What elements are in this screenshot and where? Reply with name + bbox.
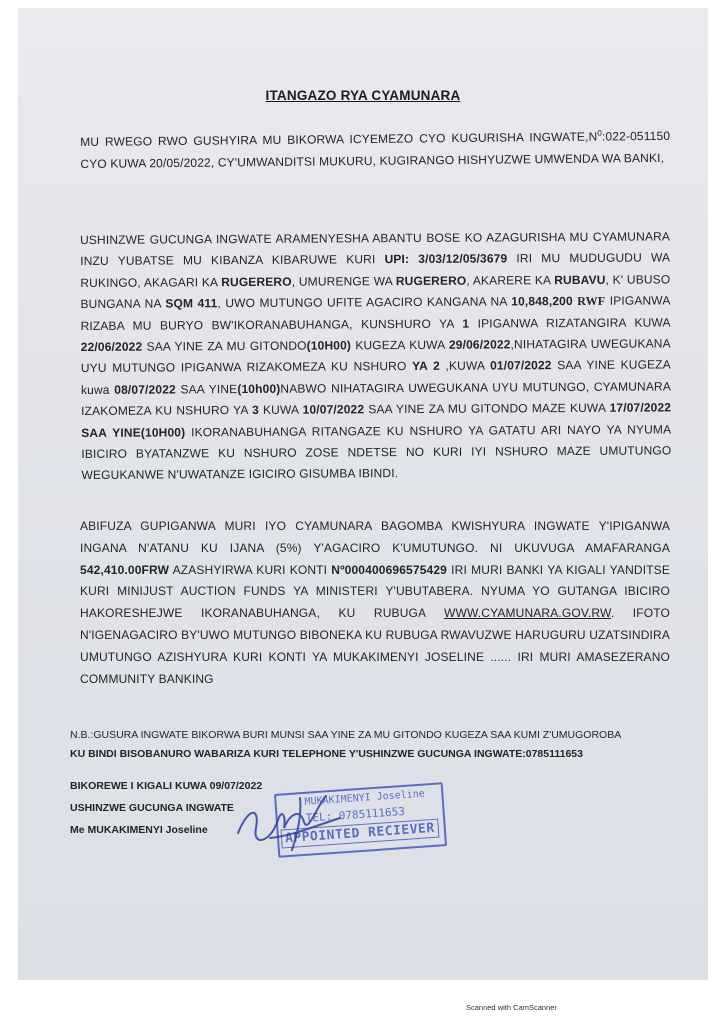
- contact-line: KU BINDI BISOBANURO WABARIZA KURI TELEPHONE Y'USHINZWE GUCUNGA INGWATE:0785111653: [70, 748, 583, 760]
- paragraph-intro: MU RWEGO RWO GUSHYIRA MU BIKORWA ICYEMEZO CYO KUGURISHA $INGWATE,N^0:022-051150$ CYO KUWA 20/05/2022, CY'UMWANDITSI MUKURU, KUGIRANGO HISHYUZWE UMWENDA WA BANKI,: [80, 128, 671, 171]
- paragraph-auction-details: USHINZWE GUCUNGA INGWATE ARAMENYESHA ABANTU BOSE KO AZAGURISHA MU CYAMUNARA INZU YUBATSE MU KIBANZA KIBARUWE KURI UPI: 3/03/12/05/3679 IRI MU MUDUGUDU WA RUKINGO, AKAGARI KA RUGERERO, UMURENGE WA RUGERERO, AKARERE KA RUBAVU, K' UBUSO BUNGANA NA SQM 411, UWO MUTUNGO UFITE AGACIRO KANGANA NA 10,848,200 RWF IPIGANWA RIZABA MU BURYO BW'IKORANABUHANGA, KUNSHURO YA 1 IPIGANWA RIZATANGIRA KUWA 22/06/2022 SAA YINE ZA MU GITONDO(10H00) KUGEZA KUWA 29/06/2022,NIHATAGIRA UWEGUKANA UYU MUTUNGO IPIGANWA RIZAKOMEZA KU NSHURO YA 2 ,KUWA 01/07/2022 SAA YINE KUGEZA kuwa 08/07/2022 SAA YINE(10h00)NABWO NIHATAGIRA UWEGUKANA UYU MUTUNGO, CYAMUNARA IZAKOMEZA KU NSHURO YA 3 KUWA 10/07/2022 SAA YINE ZA MU GITONDO MAZE KUWA 17/07/2022 SAA YINE(10H00) IKORANABUHANGA RITANGAZE KU NSHURO YA GATATU ARI NAYO YA NYUMA IBICIRO BYATANZWE KU NSHURO ZOSE NDETSE NO KURI IYI NSHURO MAZE UMUTUNGO WEGUKANWE N'UWATANZE IGICIRO GISUMBA IBINDI.: [80, 229, 672, 483]
- website-link[interactable]: WWW.CYAMUNARA.GOV.RW: [444, 606, 611, 621]
- stamp-tel: TEL: 0785111653: [305, 804, 406, 825]
- document-page: [18, 8, 708, 980]
- paragraph-bidding-terms: ABIFUZA GUPIGANWA MURI IYO CYAMUNARA BAGOMBA KWISHYURA INGWATE Y'IPIGANWA INGANA N'ATANU KU IJANA (5%) Y'AGACIRO K'UMUTUNGO. NI UKUVUGA AMAFARANGA 542,410.00FRW AZASHYIRWA KURI KONTI Nº000400696575429 IRI MURI BANKI YA KIGALI YANDITSE KURI MINIJUST AUCTION FUNDS YA MINISTERI Y'UBUTABERA. NYUMA YO GUTANGA IBICIRO HAKORESHEJWE IKORANABUHANGA, KU RUBUGA WWW.CYAMUNARA.GOV.RW. IFOTO N'IGENAGACIRO BY'UWO MUTUNGO BIBONEKA KU RUBUGA RWAVUZWE HARUGURU UZATSINDIRA UMUTUNGO AZISHYURA KURI KONTI YA MUKAKIMENYI JOSELINE ...... IRI MURI AMASEZERANO COMMUNITY BANKING: [80, 519, 671, 686]
- signature-icon: [230, 778, 350, 858]
- signatory-role: USHINZWE GUCUNGA INGWATE: [70, 802, 234, 814]
- stamp-role: APPOINTED RECIEVER: [280, 819, 439, 849]
- stamp-name: MUKAKIMENYI Joseline: [304, 788, 426, 808]
- place-date: BIKOREWE I KIGALI KUWA 09/07/2022: [70, 780, 263, 792]
- visiting-note: N.B.:GUSURA INGWATE BIKORWA BURI MUNSI SAA YINE ZA MU GITONDO KUGEZA SAA KUMI Z'UMUGOROBA: [70, 729, 622, 741]
- signatory-name: Me MUKAKIMENYI Joseline: [70, 824, 208, 836]
- scanner-footer: Scanned with CamScanner: [466, 1003, 557, 1012]
- document-title: ITANGAZO RYA CYAMUNARA: [265, 88, 461, 103]
